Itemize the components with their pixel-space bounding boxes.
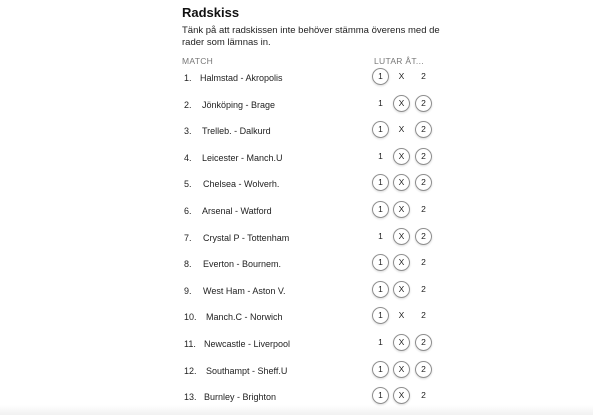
match-teams: Crystal P - Tottenham (203, 232, 290, 243)
match-number: 12. (184, 365, 197, 376)
match-teams: Everton - Bournem. (203, 259, 282, 270)
option-x-button[interactable]: X (393, 95, 410, 112)
match-number: 6. (184, 205, 192, 216)
match-number: 9. (184, 285, 192, 296)
option-x-button[interactable]: X (393, 228, 410, 245)
option-1-button[interactable]: 1 (372, 68, 389, 85)
match-teams: Manch.C - Norwich (206, 312, 283, 323)
match-number: 10. (184, 312, 197, 323)
option-1-button[interactable]: 1 (378, 230, 383, 241)
option-1-button[interactable]: 1 (372, 361, 389, 378)
option-2-button[interactable]: 2 (415, 95, 432, 112)
option-2-button[interactable]: 2 (415, 121, 432, 138)
option-x-button[interactable]: X (393, 334, 410, 351)
option-1-button[interactable]: 1 (372, 121, 389, 138)
match-row (0, 146, 593, 173)
option-x-button[interactable]: X (393, 174, 410, 191)
match-teams: Halmstad - Akropolis (200, 73, 283, 83)
option-2-button[interactable]: 2 (415, 334, 432, 351)
match-teams: Arsenal - Watford (202, 205, 272, 216)
match-row (0, 66, 593, 93)
section-title: Radskiss (182, 5, 240, 20)
lutar-column-header: LUTAR ÅT... (374, 56, 424, 66)
option-2-button[interactable]: 2 (415, 228, 432, 245)
option-2-button[interactable]: 2 (421, 71, 426, 81)
option-2-button[interactable]: 2 (421, 390, 426, 401)
match-number: 1. (184, 73, 192, 83)
match-row (0, 199, 593, 226)
match-teams: Chelsea - Wolverh. (203, 179, 280, 190)
match-teams: Newcastle - Liverpool (204, 338, 291, 349)
option-2-button[interactable]: 2 (421, 203, 426, 214)
match-row (0, 93, 593, 120)
option-2-button[interactable]: 2 (421, 310, 426, 321)
match-number: 7. (184, 232, 192, 243)
match-row (0, 359, 593, 386)
match-teams: Leicester - Manch.U (202, 152, 283, 163)
bottom-fade (0, 405, 593, 415)
match-number: 3. (184, 126, 192, 137)
match-number: 13. (184, 392, 197, 403)
match-column-header: MATCH (182, 56, 214, 66)
option-2-button[interactable]: 2 (415, 361, 432, 378)
match-number: 11. (184, 338, 196, 349)
match-number: 5. (184, 179, 192, 190)
option-1-button[interactable]: 1 (378, 150, 383, 161)
option-x-button[interactable]: X (393, 201, 410, 218)
option-1-button[interactable]: 1 (372, 387, 389, 404)
option-2-button[interactable]: 2 (421, 257, 426, 268)
match-teams: Southampt - Sheff.U (206, 365, 288, 376)
match-teams: Burnley - Brighton (204, 392, 277, 403)
option-x-button[interactable]: X (393, 281, 410, 298)
match-teams: Trelleb. - Dalkurd (202, 126, 271, 137)
option-1-button[interactable]: 1 (372, 201, 389, 218)
match-row (0, 119, 593, 146)
match-row (0, 279, 593, 306)
option-x-button[interactable]: X (393, 361, 410, 378)
match-row (0, 172, 593, 199)
option-x-button[interactable]: X (393, 387, 410, 404)
match-number: 2. (184, 99, 192, 110)
option-1-button[interactable]: 1 (378, 336, 383, 347)
option-x-button[interactable]: X (398, 124, 405, 135)
match-teams: Jönköping - Brage (202, 99, 276, 110)
match-row (0, 332, 593, 359)
match-number: 8. (184, 259, 192, 270)
option-x-button[interactable]: X (398, 310, 405, 321)
option-1-button[interactable]: 1 (372, 174, 389, 191)
option-x-button[interactable]: X (398, 71, 405, 81)
match-row (0, 305, 593, 332)
option-x-button[interactable]: X (393, 254, 410, 271)
match-list (0, 66, 593, 412)
match-row (0, 226, 593, 253)
option-1-button[interactable]: 1 (372, 307, 389, 324)
option-2-button[interactable]: 2 (415, 174, 432, 191)
section-description: Tänk på att radskissen inte behöver stämma överens med de rader som lämnas in. (182, 25, 440, 48)
option-1-button[interactable]: 1 (372, 254, 389, 271)
match-row (0, 252, 593, 279)
option-1-button[interactable]: 1 (372, 281, 389, 298)
option-2-button[interactable]: 2 (421, 283, 426, 294)
option-1-button[interactable]: 1 (378, 97, 383, 108)
match-number: 4. (184, 152, 192, 163)
match-teams: West Ham - Aston V. (203, 285, 286, 296)
option-x-button[interactable]: X (393, 148, 410, 165)
option-2-button[interactable]: 2 (415, 148, 432, 165)
